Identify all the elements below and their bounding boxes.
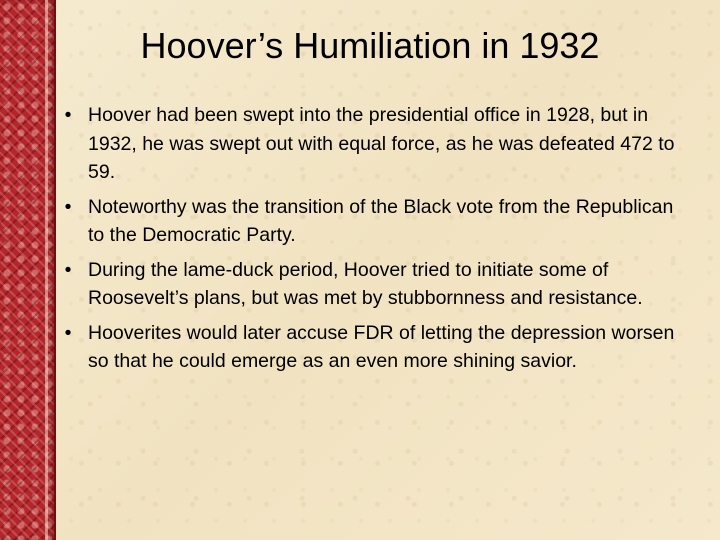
bullet-text: Hooverites would later accuse FDR of letting the depression worsen so that he could emerge as an even more shining savior.: [88, 321, 675, 372]
decorative-left-border: [0, 0, 56, 540]
bullet-list: [58, 101, 688, 382]
bullet-text: During the lame-duck period, Hoover tried to initiate some of Roosevelt’s plans, but was met by stubbornness and resistance.: [88, 258, 643, 309]
slide-title: Hoover’s Humiliation in 1932: [140, 25, 600, 66]
bullet-item: [58, 101, 688, 187]
bullet-text: Hoover had been swept into the presidential office in 1928, but in 1932, he was swept out with equal force, as he was defeated 472 to 59.: [88, 104, 675, 183]
bullet-item: [58, 256, 688, 313]
bullet-item: [58, 319, 688, 376]
bullet-item: [58, 193, 688, 250]
bullet-icon: •: [64, 104, 72, 126]
bullet-icon: •: [64, 195, 72, 218]
bullet-icon: •: [64, 321, 72, 344]
bullet-icon: •: [64, 258, 72, 281]
bullet-text: Noteworthy was the transition of the Black vote from the Republican to the Democratic Party.: [88, 195, 674, 246]
